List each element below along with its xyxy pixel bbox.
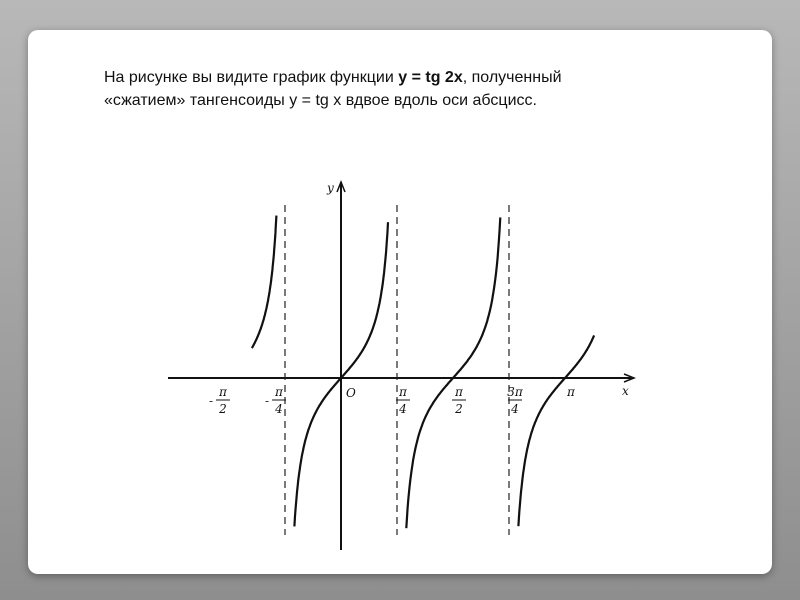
- tick-sign-1: -: [264, 394, 270, 408]
- tick-den-2: 4: [399, 402, 407, 416]
- caption-function: y = tg 2x: [398, 69, 463, 86]
- tick-den-3: 2: [455, 402, 463, 416]
- tick-num-2: π: [399, 385, 407, 399]
- tick-num-3: π: [455, 385, 463, 399]
- tick-den-4: 4: [511, 402, 519, 416]
- tick-num-4: 3π: [507, 385, 523, 399]
- x-axis-label: x: [622, 384, 629, 398]
- tick-num-1: π: [275, 385, 283, 399]
- tangent-branch-0: [252, 216, 277, 349]
- tick-sign-0: -: [208, 394, 214, 408]
- tick-den-1: 4: [275, 402, 283, 416]
- caption-line1-suffix: , полученный: [462, 69, 562, 86]
- tick-label-5: π: [567, 385, 575, 399]
- y-axis-label: y: [327, 181, 334, 195]
- tangent-branch-3: [518, 335, 594, 526]
- origin-label: O: [346, 386, 356, 400]
- tick-den-0: 2: [219, 402, 227, 416]
- caption-line2: «сжатием» тангенсоиды у = tg x вдвое вдоль оси абсцисс.: [104, 92, 537, 109]
- tangent-branch-2: [406, 217, 500, 528]
- tick-num-0: π: [219, 385, 227, 399]
- caption-line1-prefix: На рисунке вы видите график функции: [104, 69, 399, 86]
- plot-layer: [168, 181, 634, 550]
